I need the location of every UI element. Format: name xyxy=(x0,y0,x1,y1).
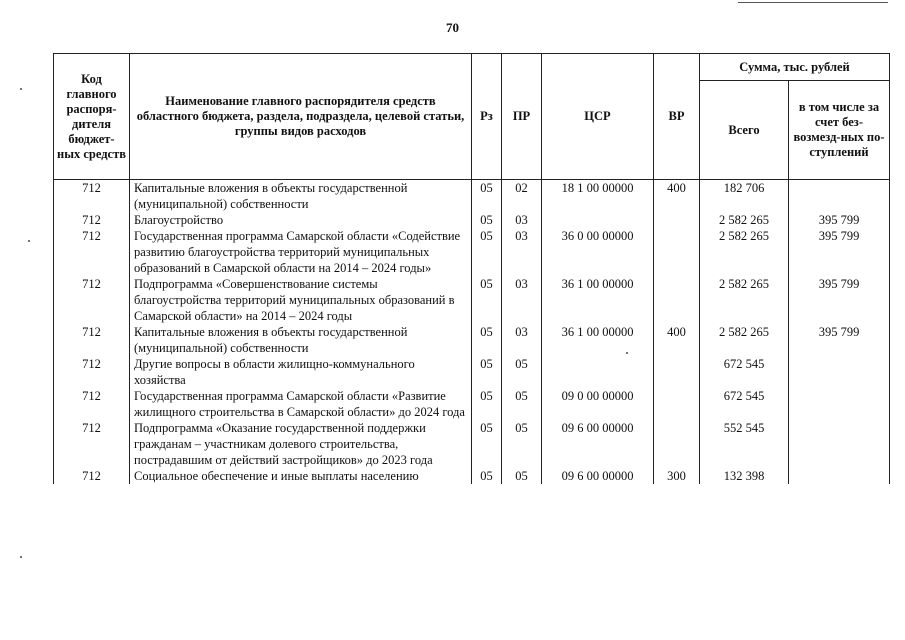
table-body xyxy=(54,180,890,485)
row-vr: 400 xyxy=(654,180,700,213)
table-row xyxy=(54,388,890,420)
row-total: 182 706 xyxy=(700,180,789,213)
row-incl: 395 799 xyxy=(789,212,890,228)
scan-speck xyxy=(20,88,22,90)
row-rz: 05 xyxy=(472,228,502,276)
row-rz: 05 xyxy=(472,212,502,228)
row-name: Подпрограмма «Совершенствование системы благоустройства территорий муниципальных образований в Самарской области» на 2014 – 2024 годы xyxy=(130,276,472,324)
row-name: Государственная программа Самарской области «Содействие развитию благоустройства территорий муниципальных образований в Самарской области на 2014 – 2024 годы» xyxy=(130,228,472,276)
budget-table xyxy=(53,53,890,484)
row-vr: 300 xyxy=(654,468,700,484)
row-vr: 400 xyxy=(654,324,700,356)
row-total: 2 582 265 xyxy=(700,212,789,228)
scan-speck xyxy=(28,240,30,242)
row-incl: 395 799 xyxy=(789,228,890,276)
row-code: 712 xyxy=(54,324,130,356)
row-name: Капитальные вложения в объекты государственной (муниципальной) собственности xyxy=(130,180,472,213)
row-code: 712 xyxy=(54,212,130,228)
header-total: Всего xyxy=(700,81,789,180)
row-incl xyxy=(789,388,890,420)
row-name: Капитальные вложения в объекты государственной (муниципальной) собственности xyxy=(130,324,472,356)
row-pr: 05 xyxy=(502,356,542,388)
row-name: Социальное обеспечение и иные выплаты населению xyxy=(130,468,472,484)
row-csr xyxy=(542,212,654,228)
row-code: 712 xyxy=(54,468,130,484)
row-csr: 09 6 00 00000 xyxy=(542,468,654,484)
table-row xyxy=(54,468,890,484)
table-header xyxy=(54,54,890,180)
row-csr: 09 6 00 00000 xyxy=(542,420,654,468)
row-total: 672 545 xyxy=(700,356,789,388)
scan-speck xyxy=(20,556,22,558)
row-total: 672 545 xyxy=(700,388,789,420)
row-total: 2 582 265 xyxy=(700,324,789,356)
table-row xyxy=(54,180,890,213)
row-total: 2 582 265 xyxy=(700,228,789,276)
row-rz: 05 xyxy=(472,468,502,484)
row-incl: 395 799 xyxy=(789,276,890,324)
row-rz: 05 xyxy=(472,180,502,213)
row-code: 712 xyxy=(54,388,130,420)
row-rz: 05 xyxy=(472,324,502,356)
row-vr xyxy=(654,276,700,324)
row-pr: 03 xyxy=(502,228,542,276)
row-csr xyxy=(542,356,654,388)
row-vr xyxy=(654,228,700,276)
row-code: 712 xyxy=(54,180,130,213)
row-vr xyxy=(654,356,700,388)
header-vr: ВР xyxy=(654,54,700,180)
row-total: 132 398 xyxy=(700,468,789,484)
row-vr xyxy=(654,212,700,228)
row-code: 712 xyxy=(54,276,130,324)
row-rz: 05 xyxy=(472,356,502,388)
header-rz: Рз xyxy=(472,54,502,180)
table-row xyxy=(54,276,890,324)
row-rz: 05 xyxy=(472,388,502,420)
row-csr: 18 1 00 00000 xyxy=(542,180,654,213)
table-row xyxy=(54,228,890,276)
row-csr: 36 1 00 00000 xyxy=(542,276,654,324)
header-code: Код главного распоря-дителя бюджет-ных средств xyxy=(54,54,130,180)
page-number: 70 xyxy=(446,20,459,35)
table-row xyxy=(54,420,890,468)
row-name: Благоустройство xyxy=(130,212,472,228)
row-pr: 03 xyxy=(502,276,542,324)
header-csr: ЦСР xyxy=(542,54,654,180)
row-code: 712 xyxy=(54,356,130,388)
row-pr: 02 xyxy=(502,180,542,213)
row-pr: 05 xyxy=(502,420,542,468)
table-row xyxy=(54,212,890,228)
row-incl xyxy=(789,180,890,213)
row-pr: 05 xyxy=(502,388,542,420)
header-pr: ПР xyxy=(502,54,542,180)
row-vr xyxy=(654,420,700,468)
row-csr: 36 0 00 00000 xyxy=(542,228,654,276)
row-pr: 05 xyxy=(502,468,542,484)
row-pr: 03 xyxy=(502,212,542,228)
row-pr: 03 xyxy=(502,324,542,356)
row-rz: 05 xyxy=(472,420,502,468)
row-name: Подпрограмма «Оказание государственной поддержки гражданам – участникам долевого строительства, пострадавшим от действий застройщиков» до 2023 года xyxy=(130,420,472,468)
row-csr: 36 1 00 00000 xyxy=(542,324,654,356)
header-name: Наименование главного распорядителя средств областного бюджета, раздела, подраздела, целевой статьи, группы видов расходов xyxy=(130,54,472,180)
row-incl: 395 799 xyxy=(789,324,890,356)
table-row xyxy=(54,356,890,388)
row-total: 552 545 xyxy=(700,420,789,468)
row-name: Другие вопросы в области жилищно-коммунального хозяйства xyxy=(130,356,472,388)
row-vr xyxy=(654,388,700,420)
table-row xyxy=(54,324,890,356)
row-name: Государственная программа Самарской области «Развитие жилищного строительства в Самарской области» до 2024 года xyxy=(130,388,472,420)
row-incl xyxy=(789,356,890,388)
top-rule xyxy=(738,2,888,3)
header-sum: Сумма, тыс. рублей xyxy=(700,54,890,81)
row-total: 2 582 265 xyxy=(700,276,789,324)
row-csr: 09 0 00 00000 xyxy=(542,388,654,420)
row-incl xyxy=(789,468,890,484)
row-incl xyxy=(789,420,890,468)
row-rz: 05 xyxy=(472,276,502,324)
header-incl: в том числе за счет без-возмезд-ных по-ступлений xyxy=(789,81,890,180)
row-code: 712 xyxy=(54,228,130,276)
row-code: 712 xyxy=(54,420,130,468)
